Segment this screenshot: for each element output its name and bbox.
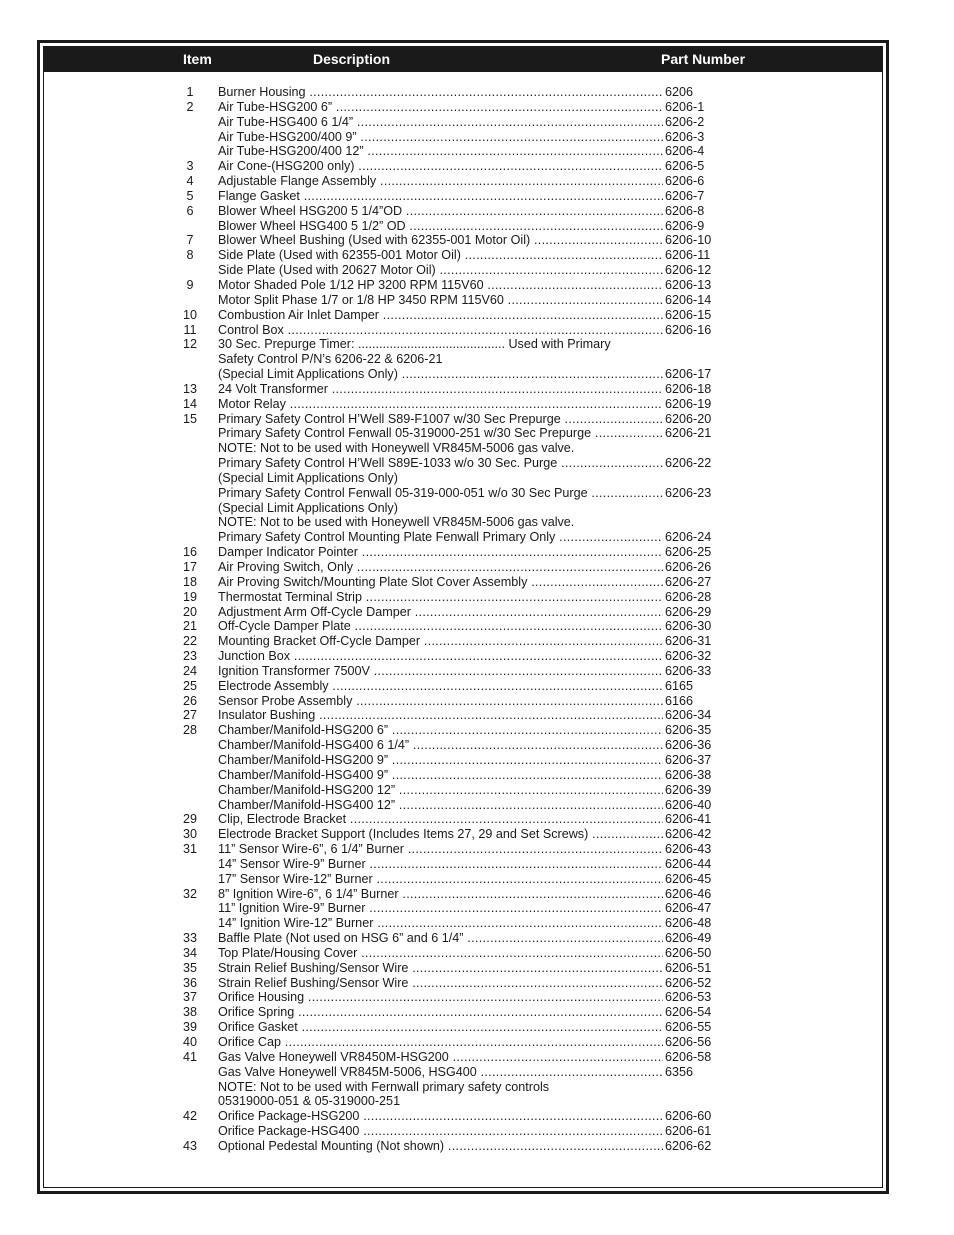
- item-number: 19: [182, 589, 197, 604]
- table-row: [44, 159, 882, 174]
- table-row: [44, 352, 882, 367]
- table-row: [44, 708, 882, 723]
- table-row: [44, 189, 882, 204]
- table-row: [44, 1139, 882, 1154]
- part-number: 6206-35: [665, 723, 712, 738]
- table-row: [44, 887, 882, 902]
- item-description: (Special Limit Applications Only) .....: [218, 367, 663, 382]
- part-number: 6206-51: [665, 960, 712, 975]
- item-description: Ignition Transformer 7500V .....: [218, 664, 663, 679]
- item-description: Strain Relief Bushing/Sensor Wire .....: [218, 961, 663, 976]
- item-description: Orifice Housing .....: [218, 990, 663, 1005]
- table-header: [44, 47, 882, 72]
- item-description: Combustion Air Inlet Damper .....: [218, 308, 663, 323]
- part-number: 6206-2: [665, 114, 705, 129]
- table-row: [44, 990, 882, 1005]
- table-row: [44, 1065, 882, 1080]
- table-row: [44, 233, 882, 248]
- item-number: 12: [182, 337, 197, 352]
- part-number: 6206-60: [665, 1109, 712, 1124]
- part-number: 6165: [665, 678, 694, 693]
- table-row: [44, 916, 882, 931]
- table-row: [44, 694, 882, 709]
- table-row: [44, 798, 882, 813]
- page-frame: [37, 40, 889, 1194]
- table-row: [44, 293, 882, 308]
- part-number: 6206-7: [665, 188, 705, 203]
- item-number: 27: [182, 708, 197, 723]
- table-row: [44, 367, 882, 382]
- item-description: Strain Relief Bushing/Sensor Wire .....: [218, 976, 663, 991]
- part-number: 6206-16: [665, 322, 712, 337]
- part-number: 6206-37: [665, 752, 712, 767]
- item-number: 2: [186, 99, 194, 114]
- header-part-number: Part Number: [661, 51, 746, 67]
- item-number: 33: [182, 931, 197, 946]
- table-row: [44, 144, 882, 159]
- item-description: Primary Safety Control Fenwall 05-319-000-051 w/o 30 Sec Purge .....: [218, 486, 663, 501]
- item-number: 10: [182, 307, 197, 322]
- table-row: [44, 590, 882, 605]
- part-number: 6356: [665, 1064, 694, 1079]
- item-number: 20: [182, 604, 197, 619]
- part-number: 6206-17: [665, 367, 712, 382]
- table-row: [44, 174, 882, 189]
- item-number: 41: [182, 1049, 197, 1064]
- item-number: 13: [182, 381, 197, 396]
- table-row: [44, 605, 882, 620]
- part-number: 6206-9: [665, 218, 705, 233]
- item-description: Electrode Bracket Support (Includes Items 27, 29 and Set Screws) .....: [218, 827, 663, 842]
- item-number: 24: [182, 663, 197, 678]
- table-row: [44, 263, 882, 278]
- item-number: 18: [182, 574, 197, 589]
- item-number: 5: [186, 188, 194, 203]
- part-number: 6206-1: [665, 99, 705, 114]
- item-description: Chamber/Manifold-HSG200 9” .....: [218, 753, 663, 768]
- table-row: [44, 619, 882, 634]
- table-row: [44, 1080, 882, 1095]
- part-number: 6206-34: [665, 708, 712, 723]
- item-description: Primary Safety Control Mounting Plate Fenwall Primary Only .....: [218, 530, 663, 545]
- item-description: 05319000-051 & 05-319000-251: [218, 1094, 401, 1109]
- item-description: Insulator Bushing .....: [218, 708, 663, 723]
- item-description: 14” Sensor Wire-9” Burner .....: [218, 857, 663, 872]
- item-description: 11” Ignition Wire-9” Burner .....: [218, 901, 663, 916]
- table-row: [44, 530, 882, 545]
- item-description: Baffle Plate (Not used on HSG 6” and 6 1/4” .....: [218, 931, 663, 946]
- item-description: Chamber/Manifold-HSG200 12” .....: [218, 783, 663, 798]
- item-description: Thermostat Terminal Strip .....: [218, 590, 663, 605]
- item-number: 8: [186, 248, 194, 263]
- item-description: Sensor Probe Assembly .....: [218, 694, 663, 709]
- item-description: Orifice Cap .....: [218, 1035, 663, 1050]
- item-number: 4: [186, 174, 194, 189]
- item-description: (Special Limit Applications Only): [218, 470, 398, 485]
- item-number: 26: [182, 693, 197, 708]
- item-description: Blower Wheel Bushing (Used with 62355-001 Motor Oil) .....: [218, 233, 663, 248]
- part-number: 6206-38: [665, 767, 712, 782]
- item-description: Safety Control P/N’s 6206-22 & 6206-21: [218, 352, 443, 367]
- part-number: 6206-48: [665, 916, 712, 931]
- table-row: [44, 100, 882, 115]
- part-number: 6206-49: [665, 931, 712, 946]
- item-description: Orifice Package-HSG200 .....: [218, 1109, 663, 1124]
- item-description: 14” Ignition Wire-12” Burner .....: [218, 916, 663, 931]
- item-description: Control Box .....: [218, 323, 663, 338]
- table-row: [44, 426, 882, 441]
- item-description: Electrode Assembly .....: [218, 679, 663, 694]
- table-row: [44, 946, 882, 961]
- item-description: Off-Cycle Damper Plate .....: [218, 619, 663, 634]
- item-number: 6: [186, 203, 194, 218]
- item-description: Flange Gasket .....: [218, 189, 663, 204]
- table-row: [44, 961, 882, 976]
- item-description: Blower Wheel HSG200 5 1/4”OD .....: [218, 204, 663, 219]
- part-number: 6206-15: [665, 307, 712, 322]
- table-row: [44, 649, 882, 664]
- table-row: [44, 768, 882, 783]
- part-number: 6206-24: [665, 530, 712, 545]
- part-number: 6206-5: [665, 159, 705, 174]
- table-row: [44, 515, 882, 530]
- table-row: [44, 1124, 882, 1139]
- table-row: [44, 486, 882, 501]
- item-number: 29: [182, 812, 197, 827]
- part-number: 6206-3: [665, 129, 705, 144]
- item-description: Chamber/Manifold-HSG200 6” .....: [218, 723, 663, 738]
- item-description: Top Plate/Housing Cover .....: [218, 946, 663, 961]
- item-number: 23: [182, 649, 197, 664]
- table-row: [44, 323, 882, 338]
- parts-list-panel: [43, 46, 883, 1188]
- item-number: 9: [186, 277, 194, 292]
- table-row: [44, 308, 882, 323]
- part-number: 6206-29: [665, 604, 712, 619]
- part-number: 6206-18: [665, 381, 712, 396]
- item-description: 17” Sensor Wire-12” Burner .....: [218, 872, 663, 887]
- parts-table-body: [44, 85, 882, 1154]
- table-row: [44, 723, 882, 738]
- table-row: [44, 738, 882, 753]
- table-row: [44, 1035, 882, 1050]
- item-description: Gas Valve Honeywell VR8450M-HSG200 .....: [218, 1050, 663, 1065]
- part-number: 6206-8: [665, 203, 705, 218]
- item-description: NOTE: Not to be used with Honeywell VR845M-5006 gas valve.: [218, 515, 575, 530]
- item-description: Primary Safety Control Fenwall 05-319000-251 w/30 Sec Prepurge .....: [218, 426, 663, 441]
- item-number: 14: [182, 396, 197, 411]
- item-number: 42: [182, 1109, 197, 1124]
- table-row: [44, 560, 882, 575]
- part-number: 6206-40: [665, 797, 712, 812]
- table-row: [44, 842, 882, 857]
- part-number: 6166: [665, 693, 694, 708]
- part-number: 6206-54: [665, 1005, 712, 1020]
- item-number: 15: [182, 411, 197, 426]
- item-description: Side Plate (Used with 62355-001 Motor Oil) .....: [218, 248, 663, 263]
- part-number: 6206-23: [665, 485, 712, 500]
- item-number: 35: [182, 960, 197, 975]
- item-description: 24 Volt Transformer .....: [218, 382, 663, 397]
- table-row: [44, 827, 882, 842]
- header-description: Description: [313, 51, 391, 67]
- table-row: [44, 857, 882, 872]
- item-number: 43: [182, 1138, 197, 1153]
- item-number: 17: [182, 560, 197, 574]
- item-description: Motor Split Phase 1/7 or 1/8 HP 3450 RPM 115V60 .....: [218, 293, 663, 308]
- part-number: 6206-58: [665, 1049, 712, 1064]
- table-row: [44, 1005, 882, 1020]
- part-number: 6206-45: [665, 871, 712, 886]
- item-number: 38: [182, 1005, 197, 1020]
- part-number: 6206-25: [665, 545, 712, 560]
- part-number: 6206-56: [665, 1035, 712, 1049]
- item-number: 32: [182, 886, 197, 901]
- table-row: [44, 1020, 882, 1035]
- item-description: Orifice Spring .....: [218, 1005, 663, 1020]
- item-description: Air Tube-HSG200 6” .....: [218, 100, 663, 115]
- part-number: 6206-28: [665, 589, 712, 604]
- item-description: Air Tube-HSG200/400 9” .....: [218, 130, 663, 145]
- item-number: 39: [182, 1020, 197, 1035]
- table-row: [44, 545, 882, 560]
- item-description: 8” Ignition Wire-6”, 6 1/4” Burner .....: [218, 887, 663, 902]
- table-row: [44, 397, 882, 412]
- table-row: [44, 812, 882, 827]
- part-number: 6206-50: [665, 945, 712, 960]
- item-number: 3: [186, 159, 194, 174]
- item-number: 21: [182, 619, 197, 634]
- item-number: 30: [182, 827, 197, 842]
- item-number: 37: [182, 990, 197, 1005]
- part-number: 6206-22: [665, 456, 712, 471]
- part-number: 6206-44: [665, 856, 712, 871]
- item-description: Air Cone-(HSG200 only) .....: [218, 159, 663, 174]
- table-row: [44, 248, 882, 263]
- part-number: 6206-39: [665, 782, 712, 797]
- part-number: 6206-30: [665, 619, 712, 634]
- item-number: 1: [186, 85, 194, 99]
- part-number: 6206-21: [665, 426, 712, 441]
- part-number: 6206-53: [665, 990, 712, 1005]
- part-number: 6206-12: [665, 263, 712, 278]
- item-description: Burner Housing .....: [218, 85, 663, 100]
- item-description: 11” Sensor Wire-6”, 6 1/4” Burner .....: [218, 842, 663, 857]
- item-description: Chamber/Manifold-HSG400 6 1/4” .....: [218, 738, 663, 753]
- part-number: 6206-6: [665, 174, 705, 189]
- item-description: Optional Pedestal Mounting (Not shown) .....: [218, 1139, 663, 1154]
- table-row: [44, 664, 882, 679]
- item-number: 22: [182, 634, 197, 649]
- table-row: [44, 575, 882, 590]
- item-description: Side Plate (Used with 20627 Motor Oil) .....: [218, 263, 663, 278]
- item-description: Mounting Bracket Off-Cycle Damper .....: [218, 634, 663, 649]
- item-description: Damper Indicator Pointer .....: [218, 545, 663, 560]
- part-number: 6206-11: [665, 248, 711, 263]
- table-row: [44, 219, 882, 234]
- item-description: NOTE: Not to be used with Fernwall primary safety controls: [218, 1079, 550, 1094]
- part-number: 6206-33: [665, 663, 712, 678]
- table-row: [44, 278, 882, 293]
- item-number: 11: [183, 322, 197, 337]
- table-row: [44, 872, 882, 887]
- part-number: 6206-42: [665, 827, 712, 842]
- table-row: [44, 501, 882, 516]
- part-number: 6206-31: [665, 634, 712, 649]
- table-row: [44, 471, 882, 486]
- table-row: [44, 412, 882, 427]
- item-description: Primary Safety Control H’Well S89E-1033 w/o 30 Sec. Purge .....: [218, 456, 663, 471]
- table-row: [44, 85, 882, 100]
- table-row: [44, 976, 882, 991]
- table-row: [44, 679, 882, 694]
- item-description: Clip, Electrode Bracket .....: [218, 812, 663, 827]
- item-description: Gas Valve Honeywell VR845M-5006, HSG400 .....: [218, 1065, 663, 1080]
- part-number: 6206: [665, 85, 694, 99]
- item-number: 31: [182, 842, 197, 857]
- table-row: [44, 783, 882, 798]
- item-description: Motor Relay .....: [218, 397, 663, 412]
- item-number: 7: [186, 233, 194, 248]
- table-row: [44, 753, 882, 768]
- item-description: Air Tube-HSG400 6 1/4” .....: [218, 115, 663, 130]
- header-item: Item: [183, 51, 212, 67]
- part-number: 6206-10: [665, 233, 712, 248]
- item-description: Air Tube-HSG200/400 12” .....: [218, 144, 663, 159]
- part-number: 6206-4: [665, 144, 705, 159]
- item-description: Primary Safety Control H’Well S89-F1007 w/30 Sec Prepurge .....: [218, 412, 663, 427]
- table-row: [44, 634, 882, 649]
- item-number: 36: [182, 975, 197, 990]
- item-number: 28: [182, 723, 197, 738]
- item-description: 30 Sec. Prepurge Timer: .......................................... Used with Primary: [218, 337, 611, 352]
- table-row: [44, 1094, 882, 1109]
- part-number: 6206-52: [665, 975, 712, 990]
- table-row: [44, 931, 882, 946]
- part-number: 6206-19: [665, 396, 712, 411]
- part-number: 6206-32: [665, 649, 712, 664]
- table-row: [44, 382, 882, 397]
- part-number: 6206-47: [665, 901, 712, 916]
- item-description: Orifice Package-HSG400 .....: [218, 1124, 663, 1139]
- table-row: [44, 337, 882, 352]
- table-row: [44, 441, 882, 456]
- item-description: Chamber/Manifold-HSG400 12” .....: [218, 798, 663, 813]
- part-number: 6206-27: [665, 574, 712, 589]
- part-number: 6206-46: [665, 886, 712, 901]
- table-row: [44, 1109, 882, 1124]
- part-number: 6206-55: [665, 1020, 712, 1035]
- part-number: 6206-62: [665, 1138, 712, 1153]
- item-description: Junction Box .....: [218, 649, 663, 664]
- table-row: [44, 1050, 882, 1065]
- item-number: 34: [182, 945, 197, 960]
- table-row: [44, 901, 882, 916]
- item-description: Motor Shaded Pole 1/12 HP 3200 RPM 115V60 .....: [218, 278, 663, 293]
- item-description: Adjustable Flange Assembly .....: [218, 174, 663, 189]
- part-number: 6206-36: [665, 738, 712, 753]
- item-description: Adjustment Arm Off-Cycle Damper .....: [218, 605, 663, 620]
- item-number: 16: [182, 545, 197, 560]
- item-description: NOTE: Not to be used with Honeywell VR845M-5006 gas valve.: [218, 441, 575, 456]
- table-row: [44, 130, 882, 145]
- part-number: 6206-14: [665, 292, 712, 307]
- part-number: 6206-20: [665, 411, 712, 426]
- part-number: 6206-13: [665, 277, 712, 292]
- item-number: 40: [182, 1035, 197, 1049]
- part-number: 6206-41: [665, 812, 712, 827]
- item-description: Blower Wheel HSG400 5 1/2” OD .....: [218, 219, 663, 234]
- table-row: [44, 456, 882, 471]
- item-description: Air Proving Switch/Mounting Plate Slot Cover Assembly .....: [218, 575, 663, 590]
- part-number: 6206-26: [665, 560, 712, 574]
- part-number: 6206-43: [665, 842, 712, 857]
- item-description: Chamber/Manifold-HSG400 9” .....: [218, 768, 663, 783]
- item-description: Air Proving Switch, Only .....: [218, 560, 663, 575]
- item-description: (Special Limit Applications Only): [218, 500, 398, 515]
- table-row: [44, 115, 882, 130]
- item-description: Orifice Gasket .....: [218, 1020, 663, 1035]
- table-row: [44, 204, 882, 219]
- item-number: 25: [182, 678, 197, 693]
- part-number: 6206-61: [665, 1124, 712, 1139]
